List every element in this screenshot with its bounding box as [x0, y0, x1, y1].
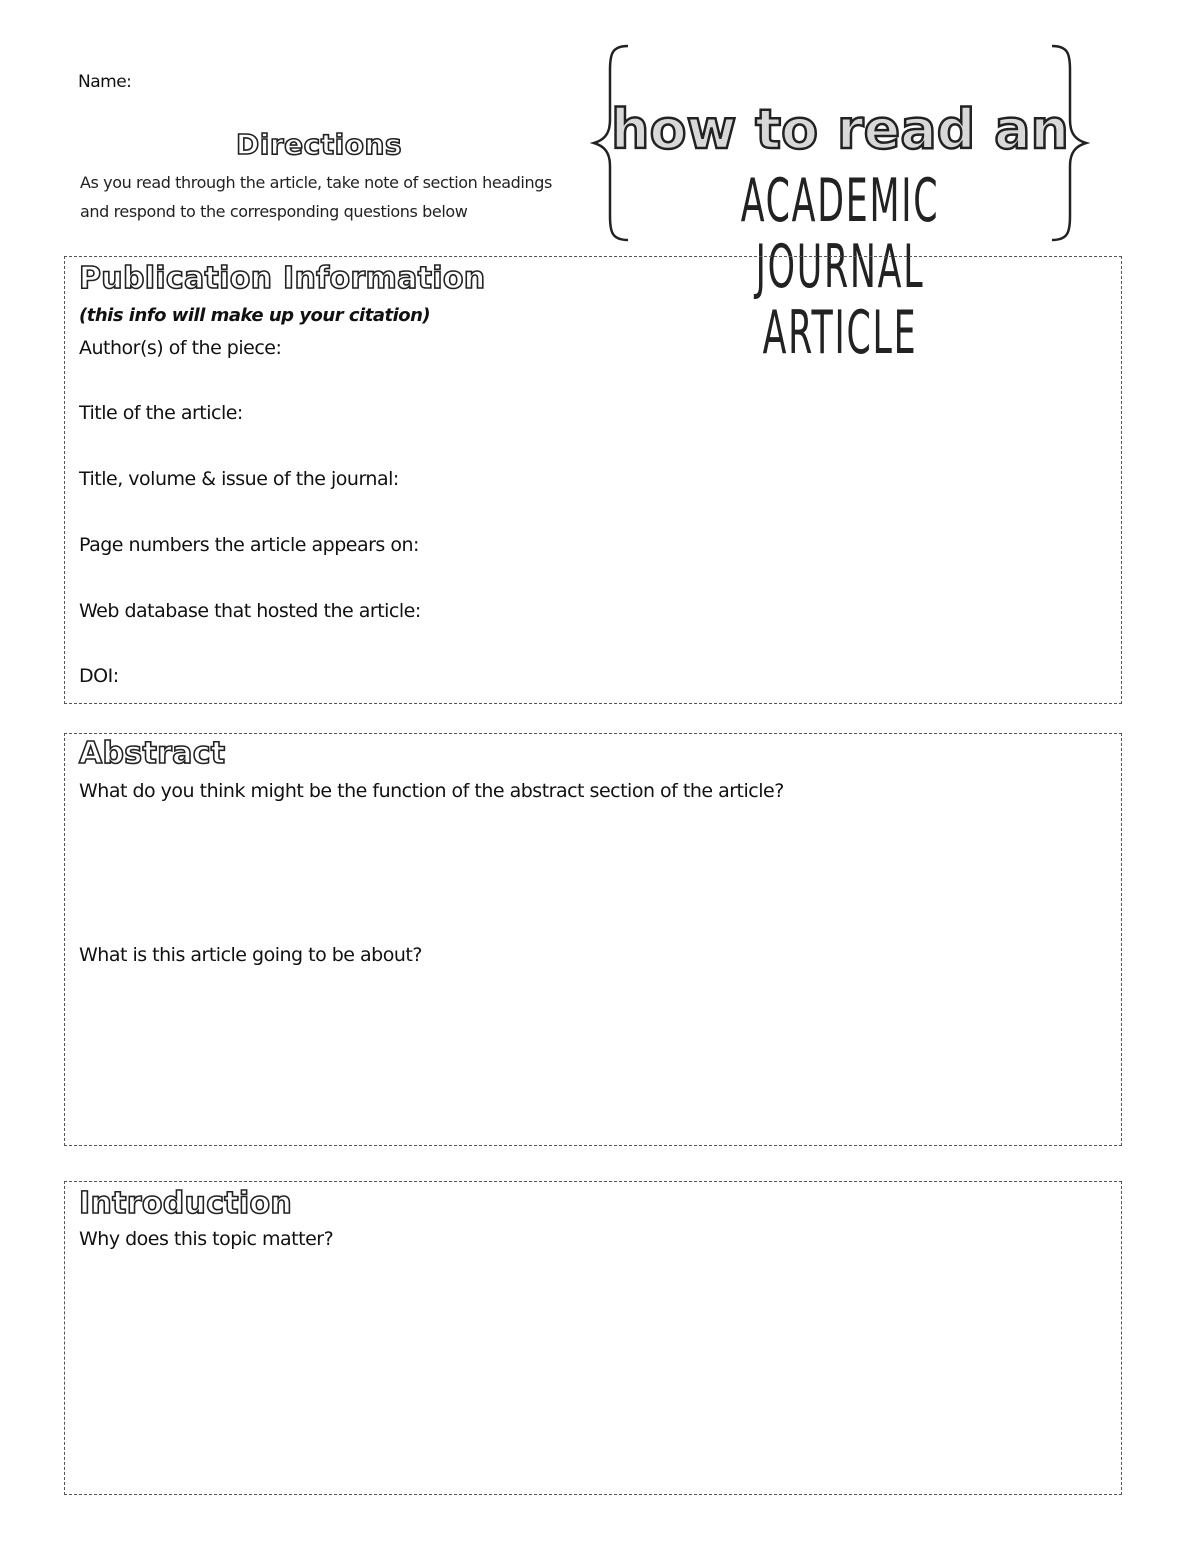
- introduction-question-matter: Why does this topic matter?: [79, 1228, 334, 1250]
- introduction-title: Introduction: [79, 1186, 293, 1221]
- abstract-question-function: What do you think might be the function of the abstract section of the article?: [79, 780, 784, 802]
- directions-title: Directions: [236, 128, 403, 161]
- introduction-section: [64, 1181, 1122, 1495]
- field-authors: Author(s) of the piece:: [79, 337, 282, 359]
- name-label: Name:: [78, 72, 132, 92]
- field-doi: DOI:: [79, 665, 119, 687]
- abstract-question-about: What is this article going to be about?: [79, 944, 422, 966]
- field-article-title: Title of the article:: [79, 402, 243, 424]
- title-banner: [590, 40, 1090, 368]
- field-page-numbers: Page numbers the article appears on:: [79, 534, 419, 556]
- publication-section: [64, 256, 1122, 704]
- field-journal: Title, volume & issue of the journal:: [79, 468, 399, 490]
- publication-title: Publication Information: [79, 261, 486, 296]
- abstract-title: Abstract: [79, 736, 226, 771]
- abstract-section: [64, 733, 1122, 1146]
- directions-text: As you read through the article, take note of section headings and respond to the corresponding questions below: [80, 173, 552, 221]
- banner-line-1: how to read an: [611, 98, 1069, 161]
- banner-line-2: ACADEMIC JOURNAL ARTICLE: [740, 166, 940, 368]
- publication-subtitle: (this info will make up your citation): [79, 305, 431, 326]
- field-web-database: Web database that hosted the article:: [79, 600, 421, 622]
